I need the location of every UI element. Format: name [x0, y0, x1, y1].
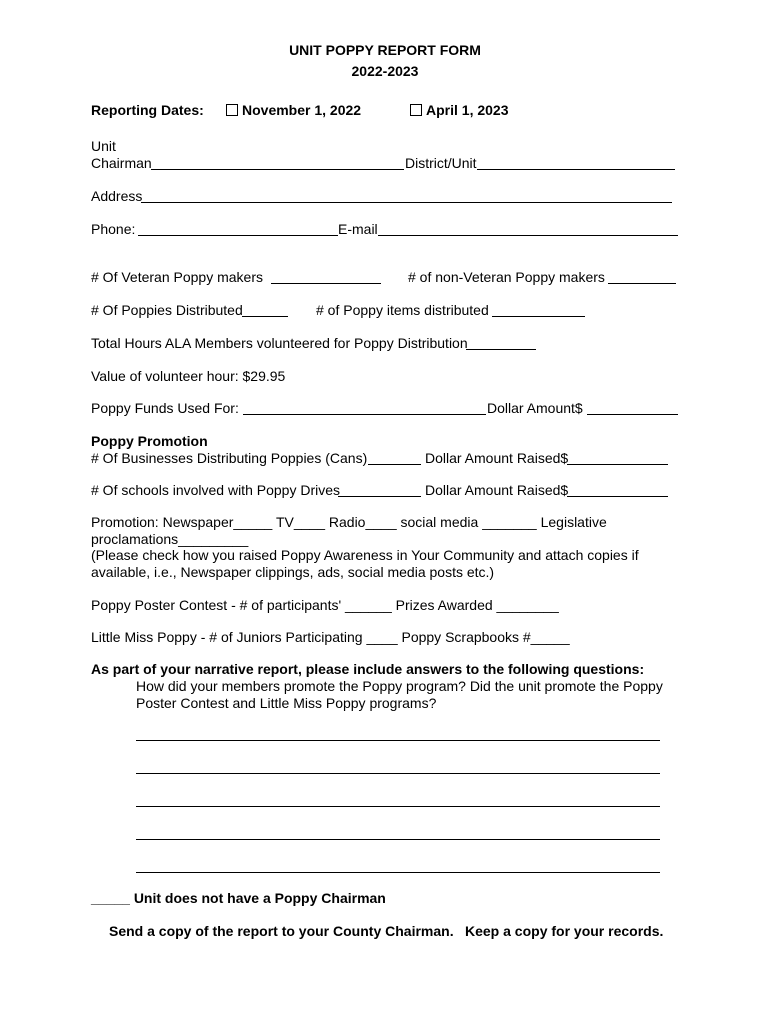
total-hours-field[interactable]: [466, 349, 536, 350]
promotion-types-text[interactable]: Promotion: Newspaper_____ TV____ Radio____ social media _______ Legislative: [91, 514, 607, 530]
poppies-distributed-field[interactable]: [242, 316, 288, 317]
chairman-label: Chairman: [91, 155, 152, 171]
volunteer-value-text: Value of volunteer hour: $29.95: [91, 368, 286, 384]
businesses-label: # Of Businesses Distributing Poppies (Cans): [91, 450, 368, 466]
checkbox-november[interactable]: [226, 104, 238, 116]
unit-label: Unit: [91, 138, 116, 154]
businesses-field[interactable]: [368, 464, 421, 465]
schools-label: # Of schools involved with Poppy Drives: [91, 482, 340, 498]
phone-label: Phone:: [91, 221, 136, 237]
form-year: 2022-2023: [351, 63, 419, 79]
chairman-field[interactable]: [151, 169, 404, 170]
proclamations-text[interactable]: proclamations_________: [91, 531, 249, 547]
narrative-question-line2: Poster Contest and Little Miss Poppy programs?: [136, 695, 437, 711]
narrative-heading: As part of your narrative report, please include answers to the following questions:: [91, 661, 645, 677]
promotion-heading: Poppy Promotion: [91, 433, 208, 449]
date-april-option[interactable]: [410, 102, 509, 119]
funds-used-label: Poppy Funds Used For:: [91, 400, 239, 416]
funds-used-field[interactable]: [243, 414, 486, 415]
poppies-distributed-label: # Of Poppies Distributed: [91, 302, 243, 318]
date-november-option[interactable]: [226, 102, 361, 119]
narrative-question-line1: How did your members promote the Poppy program? Did the unit promote the Poppy: [136, 678, 663, 694]
businesses-dollar-raised-label: Dollar Amount Raised$: [425, 450, 569, 466]
schools-dollar-raised-label: Dollar Amount Raised$: [425, 482, 569, 498]
narrative-answer-line[interactable]: [136, 839, 660, 840]
little-miss-poppy-text[interactable]: Little Miss Poppy - # of Juniors Participating ____ Poppy Scrapbooks #_____: [91, 629, 570, 645]
narrative-answer-line[interactable]: [136, 806, 660, 807]
businesses-dollar-raised-field[interactable]: [567, 464, 668, 465]
promotion-instructions-line2: available, i.e., Newspaper clippings, ads, social media posts etc.): [91, 564, 495, 580]
schools-field[interactable]: [338, 496, 421, 497]
email-label: E-mail: [338, 221, 378, 237]
non-veteran-makers-field[interactable]: [608, 283, 676, 284]
narrative-answer-line[interactable]: [136, 872, 660, 873]
checkbox-april[interactable]: [410, 104, 422, 116]
poster-contest-text[interactable]: Poppy Poster Contest - # of participants' ______ Prizes Awarded ________: [91, 597, 559, 613]
total-hours-label: Total Hours ALA Members volunteered for Poppy Distribution: [91, 335, 468, 351]
phone-field[interactable]: [138, 235, 338, 236]
items-distributed-label: # of Poppy items distributed: [316, 302, 489, 318]
date-april-label: April 1, 2023: [426, 102, 509, 118]
items-distributed-field[interactable]: [492, 316, 585, 317]
dollar-amount-label: Dollar Amount$: [487, 400, 583, 416]
email-field[interactable]: [378, 235, 678, 236]
district-unit-field[interactable]: [477, 169, 675, 170]
send-copy-text: Send a copy of the report to your County Chairman.: [109, 923, 454, 939]
promotion-instructions-line1: (Please check how you raised Poppy Awareness in Your Community and attach copies if: [91, 547, 639, 563]
form-title: UNIT POPPY REPORT FORM: [289, 42, 481, 58]
narrative-answer-line[interactable]: [136, 740, 660, 741]
schools-dollar-raised-field[interactable]: [567, 496, 668, 497]
dollar-amount-field[interactable]: [587, 414, 678, 415]
veteran-makers-label: # Of Veteran Poppy makers: [91, 269, 263, 285]
address-label: Address: [91, 188, 143, 204]
reporting-dates-label: Reporting Dates:: [91, 102, 204, 118]
narrative-answer-line[interactable]: [136, 773, 660, 774]
no-chairman-text[interactable]: _____ Unit does not have a Poppy Chairman: [91, 890, 386, 906]
non-veteran-makers-label: # of non-Veteran Poppy makers: [408, 269, 605, 285]
district-unit-label: District/Unit: [405, 155, 477, 171]
date-november-label: November 1, 2022: [242, 102, 362, 118]
veteran-makers-field[interactable]: [271, 283, 381, 284]
keep-copy-text: Keep a copy for your records.: [465, 923, 664, 939]
address-field[interactable]: [141, 202, 672, 203]
